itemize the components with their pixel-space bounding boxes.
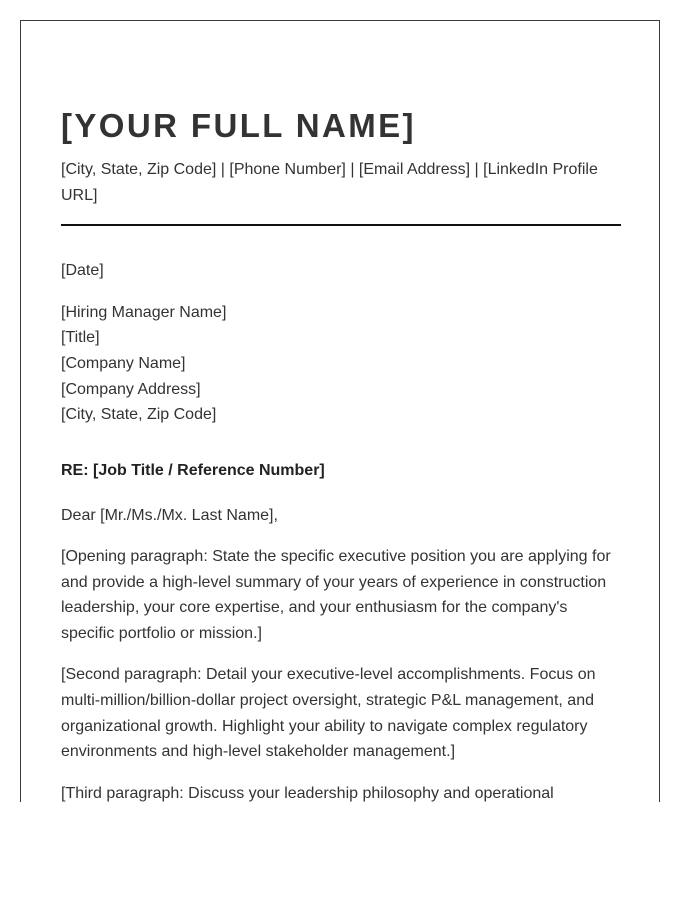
applicant-name: [YOUR FULL NAME]	[61, 107, 416, 144]
contact-line: [City, State, Zip Code] | [Phone Number] | [Email Address] | [LinkedIn Profile URL]	[61, 161, 598, 204]
recipient-line: [Hiring Manager Name]	[61, 303, 227, 321]
letter-content	[61, 107, 621, 802]
letter-page	[20, 20, 660, 802]
body-paragraph-third: [Third paragraph: Discuss your leadership philosophy and operational	[61, 784, 554, 802]
body-paragraph-opening: [Opening paragraph: State the specific executive position you are applying for and provide a high-level summary of your years of experience in construction leadership, your core expertise, and your enthusiasm for the company's specific portfolio or mission.]	[61, 547, 611, 642]
recipient-line: [City, State, Zip Code]	[61, 406, 217, 424]
recipient-line: [Company Address]	[61, 380, 201, 398]
body-paragraph-second: [Second paragraph: Detail your executive-level accomplishments. Focus on multi-million/billion-dollar project oversight, strategic P&L management, and organizational growth. Highlight your ability to navigate complex regulatory environments and high-level stakeholder management.]	[61, 666, 596, 761]
letter-date: [Date]	[61, 262, 104, 280]
subject-line: RE: [Job Title / Reference Number]	[61, 461, 325, 479]
recipient-line: [Company Name]	[61, 354, 186, 372]
header-divider	[61, 224, 621, 226]
recipient-block	[61, 300, 621, 428]
recipient-line: [Title]	[61, 329, 100, 347]
salutation: Dear [Mr./Ms./Mx. Last Name],	[61, 507, 278, 525]
